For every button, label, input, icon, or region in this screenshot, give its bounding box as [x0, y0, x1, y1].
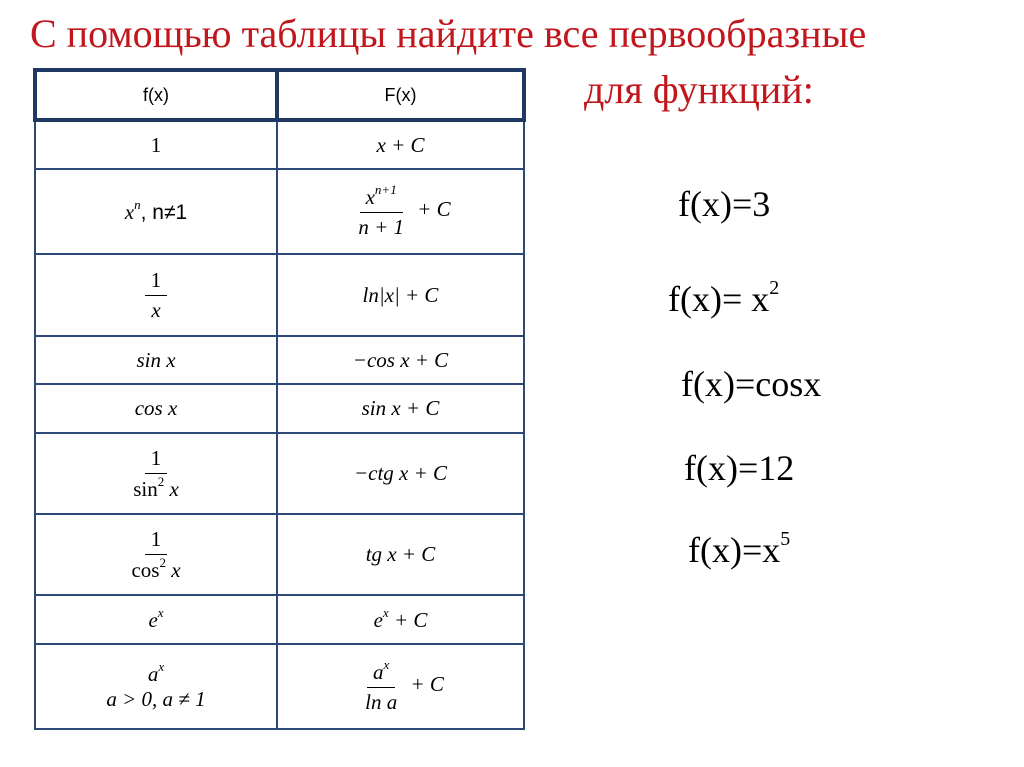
slide-title-line2: для функций: — [584, 67, 814, 112]
f-exp: x — [158, 659, 165, 674]
fraction-denominator — [125, 555, 186, 581]
fraction-numerator: 1 — [145, 447, 168, 473]
task-text: f(x)=cosx — [681, 364, 822, 404]
f-func — [36, 661, 276, 687]
F-value: sin x + C — [361, 396, 440, 420]
table-row — [35, 433, 524, 514]
F-exp: x — [382, 604, 389, 620]
table-row — [35, 169, 524, 254]
F-base: e — [373, 607, 383, 632]
table-row — [35, 254, 524, 336]
cell-f — [35, 595, 277, 644]
fraction — [352, 182, 410, 239]
F-value: −ctg x + C — [353, 461, 448, 485]
F-tail: + C — [417, 197, 451, 222]
num-exp: n+1 — [374, 182, 397, 198]
slide-title-line1: С помощью таблицы найдите все первообразные — [30, 11, 867, 56]
cell-f — [35, 254, 277, 336]
cell-F — [277, 120, 524, 169]
fraction — [125, 528, 186, 580]
f-exp: x — [157, 604, 164, 620]
fraction-numerator: 1 — [145, 528, 168, 554]
table-header-row — [35, 70, 524, 120]
F-value: −cos x + C — [352, 347, 449, 372]
task-text: f(x)=3 — [678, 184, 771, 224]
table-row — [35, 595, 524, 644]
cell-F — [277, 595, 524, 644]
task-function — [681, 366, 821, 402]
cell-F — [277, 336, 524, 384]
task-text: f(x)=12 — [684, 448, 795, 488]
F-value: ln|x| + C — [362, 282, 439, 307]
cell-f — [35, 120, 277, 169]
num-base: x — [365, 185, 375, 210]
table-row — [35, 644, 524, 729]
den-exp: 2 — [157, 473, 165, 489]
task-exp: 2 — [769, 277, 780, 299]
task-function — [684, 450, 794, 486]
fraction-numerator: 1 — [145, 269, 168, 295]
F-tail: + C — [410, 672, 444, 697]
den-var: x — [171, 557, 181, 582]
den-func: sin — [133, 476, 158, 501]
f-value: cos x — [134, 396, 178, 420]
task-text: f(x)=x — [688, 530, 781, 570]
den-func: cos — [131, 557, 160, 582]
f-base: e — [148, 607, 158, 632]
fraction-denominator: ln a — [365, 689, 398, 714]
cell-F — [277, 433, 524, 514]
table-row — [35, 336, 524, 384]
f-base: a — [147, 662, 159, 686]
cell-f — [35, 433, 277, 514]
cell-f — [35, 644, 277, 729]
cell-f — [35, 514, 277, 595]
task-function — [678, 186, 770, 222]
table-row — [35, 384, 524, 433]
cell-f — [35, 384, 277, 433]
task-exp: 5 — [780, 528, 791, 550]
den-var: x — [169, 476, 179, 501]
fraction-numerator — [367, 657, 395, 687]
F-tail: + C — [393, 607, 428, 632]
f-value: 1 — [150, 132, 162, 157]
fraction-numerator — [360, 182, 403, 212]
f-value: sin x — [136, 347, 176, 372]
fraction — [145, 269, 168, 320]
cell-F — [277, 514, 524, 595]
cell-f — [35, 336, 277, 384]
table-row — [35, 120, 524, 169]
f-cond: a > 0, a ≠ 1 — [106, 687, 206, 711]
task-function — [668, 277, 780, 319]
task-function — [688, 528, 791, 570]
cell-F — [277, 384, 524, 433]
cell-F — [277, 254, 524, 336]
table-row — [35, 514, 524, 595]
header-F: F(x) — [277, 70, 524, 120]
cell-f — [35, 169, 277, 254]
f-base: x — [124, 199, 135, 224]
f-cond: , n≠1 — [140, 200, 188, 224]
fraction — [127, 447, 185, 499]
header-f: f(x) — [35, 70, 277, 120]
num-exp: x — [383, 657, 390, 673]
fraction-denominator: n + 1 — [358, 214, 404, 239]
task-text: f(x)= x — [668, 279, 770, 319]
fraction-denominator — [127, 474, 185, 500]
den-exp: 2 — [159, 554, 166, 570]
fraction — [359, 657, 403, 714]
fraction-denominator: x — [151, 297, 161, 322]
cell-F — [277, 169, 524, 254]
num-base: a — [373, 660, 384, 685]
F-value: tg x + C — [365, 542, 436, 566]
f-exp: n — [134, 196, 141, 212]
F-value: x + C — [376, 132, 425, 157]
antiderivative-table — [33, 68, 526, 730]
cell-F — [277, 644, 524, 729]
